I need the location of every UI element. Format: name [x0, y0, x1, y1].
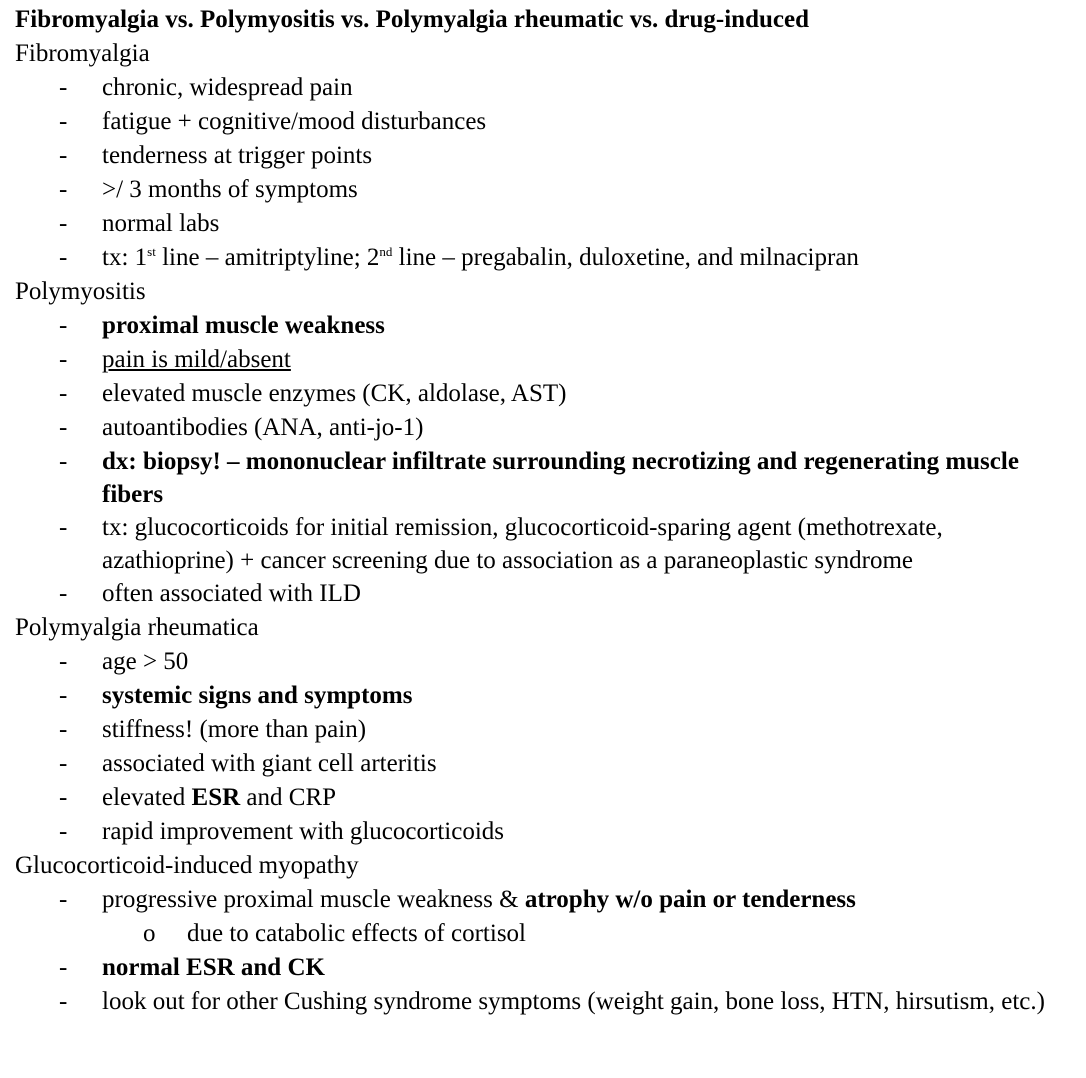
fibromyalgia-list: [15, 71, 1079, 275]
dash-bullet: -: [59, 108, 68, 135]
list-item: [15, 377, 1079, 411]
item-text: look out for other Cushing syndrome symptoms (weight gain, bone loss, HTN, hirsutism, etc.): [102, 988, 1045, 1015]
item-text: age > 50: [102, 648, 189, 675]
list-item: [15, 679, 1079, 713]
item-text: tenderness at trigger points: [102, 142, 373, 169]
item-text: stiffness! (more than pain): [102, 716, 367, 743]
list-item: [15, 645, 1079, 679]
list-item: [15, 105, 1079, 139]
item-text: due to catabolic effects of cortisol: [187, 920, 526, 947]
list-item: [15, 71, 1079, 105]
dash-bullet: -: [59, 380, 68, 407]
list-item: [15, 309, 1079, 343]
polymyalgia-rheumatica-list: [15, 645, 1079, 849]
dash-bullet: -: [59, 580, 68, 607]
item-text: progressive proximal muscle weakness & atrophy w/o pain or tenderness: [102, 886, 856, 913]
list-item: [15, 207, 1079, 241]
section-heading-polymyalgia-rheumatica: Polymyalgia rheumatica: [15, 614, 259, 641]
list-item: [15, 985, 1079, 1018]
item-text: chronic, widespread pain: [102, 74, 353, 101]
notes-document: [15, 3, 1079, 1018]
dash-bullet: -: [59, 784, 68, 811]
list-item: [15, 511, 1079, 577]
dash-bullet: -: [59, 74, 68, 101]
dash-bullet: -: [59, 244, 68, 271]
superscript: nd: [379, 244, 393, 259]
dash-bullet: -: [59, 682, 68, 709]
list-item: [15, 139, 1079, 173]
dash-bullet: -: [59, 176, 68, 203]
item-text: rapid improvement with glucocorticoids: [102, 818, 504, 845]
item-text: often associated with ILD: [102, 580, 361, 607]
dash-bullet: -: [59, 750, 68, 777]
polymyositis-list: [15, 309, 1079, 611]
list-item: [15, 883, 1079, 917]
section-heading-fibromyalgia: Fibromyalgia: [15, 40, 150, 67]
item-text: tx: glucocorticoids for initial remission, glucocorticoid-sparing agent (methotrexate, azathioprine) + cancer screening due to association as a paraneoplastic syndrome: [102, 514, 943, 574]
list-item: [15, 713, 1079, 747]
item-text: >/ 3 months of symptoms: [102, 176, 358, 203]
item-text: fatigue + cognitive/mood disturbances: [102, 108, 487, 135]
item-text: autoantibodies (ANA, anti-jo-1): [102, 414, 424, 441]
dash-bullet: -: [59, 954, 68, 981]
dash-bullet: -: [59, 312, 68, 339]
dash-bullet: -: [59, 346, 68, 373]
dash-bullet: -: [59, 818, 68, 845]
list-item: [15, 343, 1079, 377]
item-text: systemic signs and symptoms: [102, 682, 413, 709]
list-item: [15, 815, 1079, 849]
list-item: [15, 781, 1079, 815]
glucocorticoid-myopathy-list: [15, 883, 1079, 1018]
dash-bullet: -: [59, 716, 68, 743]
list-item: [15, 747, 1079, 781]
item-text: pain is mild/absent: [102, 346, 291, 373]
document-title: Fibromyalgia vs. Polymyositis vs. Polymyalgia rheumatic vs. drug-induced: [15, 6, 809, 33]
item-text: proximal muscle weakness: [102, 312, 385, 339]
list-item: [15, 241, 1079, 275]
sub-list-item: [15, 917, 1079, 951]
dash-bullet: -: [59, 648, 68, 675]
item-text: associated with giant cell arteritis: [102, 750, 437, 777]
item-text: dx: biopsy! – mononuclear infiltrate surrounding necrotizing and regenerating muscle fibers: [102, 448, 1019, 508]
item-text: tx: 1st line – amitriptyline; 2nd line – pregabalin, duloxetine, and milnacipran: [102, 244, 859, 271]
item-text: normal labs: [102, 210, 220, 237]
dash-bullet: -: [59, 988, 68, 1015]
list-item: [15, 411, 1079, 445]
dash-bullet: -: [59, 210, 68, 237]
dash-bullet: -: [59, 142, 68, 169]
dash-bullet: -: [59, 414, 68, 441]
section-heading-glucocorticoid-myopathy: Glucocorticoid-induced myopathy: [15, 852, 359, 879]
item-text: normal ESR and CK: [102, 954, 325, 981]
list-item: [15, 951, 1079, 985]
section-heading-polymyositis: Polymyositis: [15, 278, 146, 305]
dash-bullet: -: [59, 448, 68, 475]
dash-bullet: -: [59, 886, 68, 913]
list-item: [15, 577, 1079, 611]
dash-bullet: -: [59, 514, 68, 541]
item-text: elevated muscle enzymes (CK, aldolase, AST): [102, 380, 567, 407]
list-item: [15, 445, 1079, 511]
list-item: [15, 173, 1079, 207]
circle-bullet: o: [143, 920, 156, 947]
item-text: elevated ESR and CRP: [102, 784, 337, 811]
superscript: st: [147, 244, 156, 259]
